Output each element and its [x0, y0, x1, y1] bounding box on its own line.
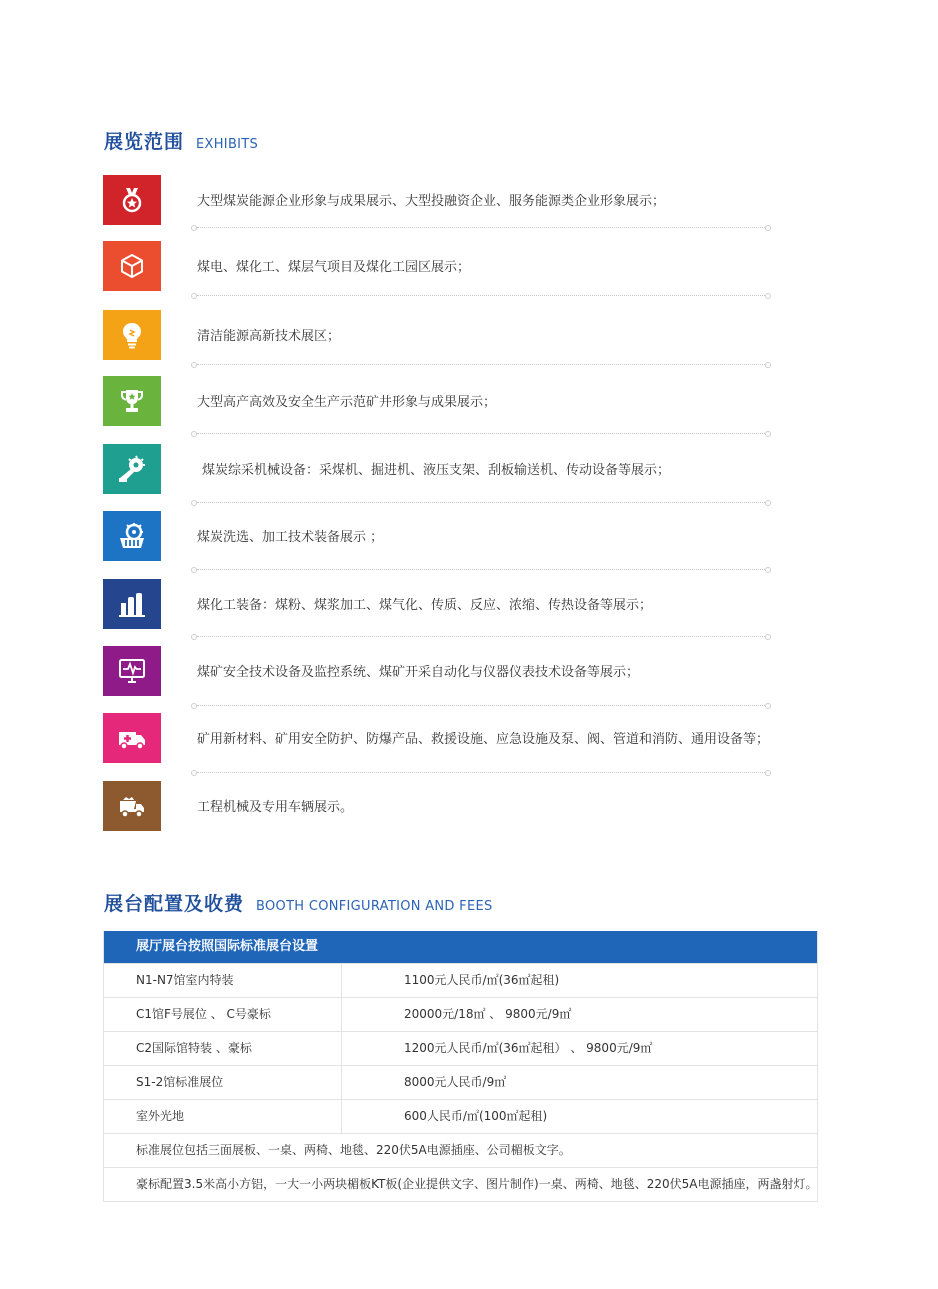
lightbulb-icon: [103, 310, 161, 360]
booth-price-cell: 1100元人民币/㎡(36㎡起租): [404, 973, 560, 987]
table-row: [104, 1065, 817, 1099]
standard-booth-note: 标准展位包括三面展板、一桌、两椅、地毯、220伏5A电源插座、公司楣板文字。: [104, 1133, 817, 1167]
booth-type-cell: C1馆F号展位 、 C号豪标: [104, 998, 342, 1031]
exhibits-title-cn: 展览范围: [104, 131, 185, 153]
booth-title-en: BOOTH CONFIGURATION AND FEES: [256, 899, 493, 914]
exhibits-title-en: EXHIBITS: [196, 137, 259, 152]
booth-type-cell: C2国际馆特装 、豪标: [104, 1032, 342, 1065]
exhibit-text: 大型煤炭能源企业形象与成果展示、大型投融资企业、服务能源类企业形象展示；: [197, 194, 666, 209]
dump-truck-icon: [103, 781, 161, 831]
exhibit-text: 清洁能源高新技术展区；: [197, 329, 341, 344]
cube-icon: [103, 241, 161, 291]
booth-price-cell: 600人民币/㎡(100㎡起租): [404, 1109, 548, 1123]
booth-type-cell: 室外光地: [104, 1100, 342, 1133]
washing-plant-icon: [103, 511, 161, 561]
booth-price-cell: 20000元/18㎡ 、 9800元/9㎡: [404, 1007, 572, 1021]
row-separator: [191, 703, 771, 709]
exhibit-item: [103, 511, 803, 561]
exhibit-item: [103, 241, 803, 291]
booth-price-cell: 8000元人民币/9㎡: [404, 1075, 507, 1089]
row-separator: [191, 362, 771, 368]
row-separator: [191, 770, 771, 776]
exhibit-text: 大型高产高效及安全生产示范矿井形象与成果展示；: [197, 395, 497, 410]
shearer-icon: [103, 444, 161, 494]
row-separator: [191, 567, 771, 573]
row-separator: [191, 431, 771, 437]
exhibit-item: [103, 579, 803, 629]
trophy-icon: [103, 376, 161, 426]
row-separator: [191, 500, 771, 506]
exhibit-text: 煤电、煤化工、煤层气项目及煤化工园区展示；: [197, 260, 471, 275]
exhibit-text: 工程机械及专用车辆展示。: [197, 800, 354, 815]
row-separator: [191, 293, 771, 299]
booth-section-title: [104, 889, 493, 916]
premium-booth-note: 豪标配置3.5米高小方铝，一大一小两块楣板KT板(企业提供文字、图片制作)一桌、两椅、地毯、220伏5A电源插座，两盏射灯。: [104, 1167, 817, 1201]
exhibit-item: [103, 713, 803, 763]
row-separator: [191, 225, 771, 231]
exhibit-item: [103, 310, 803, 360]
exhibit-text: 煤矿安全技术设备及监控系统、煤矿开采自动化与仪器仪表技术设备等展示；: [197, 665, 640, 680]
exhibits-section-title: [104, 127, 258, 154]
booth-type-cell: S1-2馆标准展位: [104, 1066, 342, 1099]
table-header: 展厅展台按照国际标准展台设置: [104, 931, 817, 963]
medal-icon: [103, 175, 161, 225]
exhibit-text: 矿用新材料、矿用安全防护、防爆产品、救援设施、应急设施及泵、阀、管道和消防、通用设备等；: [197, 732, 770, 747]
exhibit-text: 煤炭综采机械设备：采煤机、掘进机、液压支架、刮板输送机、传动设备等展示；: [202, 463, 671, 478]
booth-type-cell: N1-N7馆室内特装: [104, 964, 342, 997]
ambulance-icon: [103, 713, 161, 763]
exhibit-item: [103, 376, 803, 426]
table-row: [104, 1099, 817, 1133]
exhibit-text: 煤炭洗选、加工技术装备展示 ；: [197, 530, 384, 545]
booth-title-cn: 展台配置及收费: [104, 893, 245, 915]
table-row: [104, 997, 817, 1031]
exhibit-item: [103, 781, 803, 831]
row-separator: [191, 634, 771, 640]
table-row: [104, 963, 817, 997]
monitor-icon: [103, 646, 161, 696]
booth-fees-table: [103, 931, 818, 1202]
exhibit-item: [103, 175, 803, 225]
exhibit-text: 煤化工装备：煤粉、煤浆加工、煤气化、传质、反应、浓缩、传热设备等展示；: [197, 598, 653, 613]
exhibit-item: [103, 646, 803, 696]
booth-price-cell: 1200元人民币/㎡(36㎡起租） 、 9800元/9㎡: [404, 1041, 653, 1055]
table-row: [104, 1031, 817, 1065]
chemical-plant-icon: [103, 579, 161, 629]
exhibit-item: [103, 444, 803, 494]
